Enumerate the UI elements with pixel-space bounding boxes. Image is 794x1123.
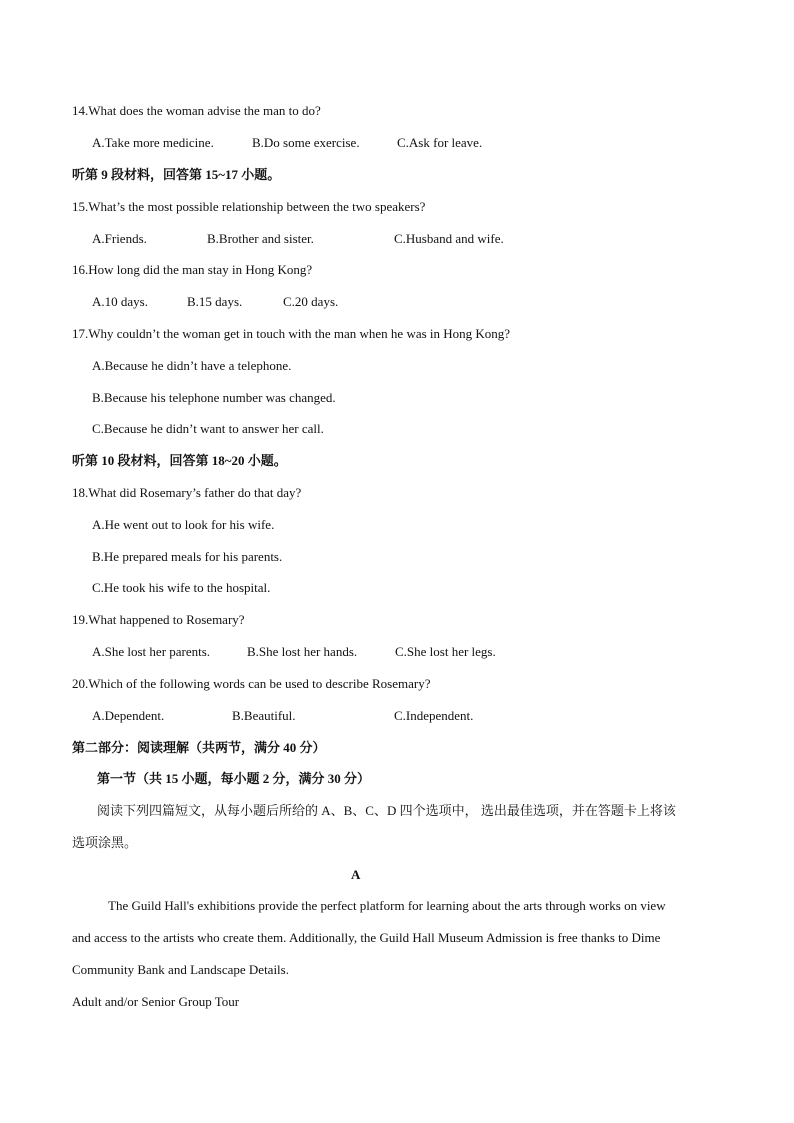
passage-paragraph-line-1: The Guild Hall's exhibitions provide the perfect platform for learning about the arts through works on view — [108, 898, 666, 913]
q14-option-c: C.Ask for leave. — [397, 135, 483, 150]
q14-option-b: B.Do some exercise. — [252, 135, 360, 150]
question-15: 15.What’s the most possible relationship between the two speakers? — [72, 199, 426, 214]
part-2-title: 第二部分：阅读理解（共两节，满分 40 分） — [72, 740, 326, 755]
q16-option-c: C.20 days. — [283, 294, 339, 309]
q15-option-a: A.Friends. — [92, 231, 147, 246]
section-1-title: 第一节（共 15 小题，每小题 2 分，满分 30 分） — [97, 771, 371, 786]
question-20: 20.Which of the following words can be used to describe Rosemary? — [72, 676, 431, 691]
passage-subheading: Adult and/or Senior Group Tour — [72, 994, 240, 1009]
passage-paragraph-line-2: and access to the artists who create them. Additionally, the Guild Hall Museum Admission is free thanks to Dime — [72, 930, 661, 945]
q17-option-b: B.Because his telephone number was changed. — [92, 390, 336, 405]
q19-option-b: B.She lost her hands. — [247, 644, 358, 659]
q19-option-c: C.She lost her legs. — [395, 644, 496, 659]
q14-option-a: A.Take more medicine. — [92, 135, 214, 150]
question-14: 14.What does the woman advise the man to do? — [72, 103, 321, 118]
q19-option-a: A.She lost her parents. — [92, 644, 211, 659]
q20-option-c: C.Independent. — [394, 708, 474, 723]
q16-option-a: A.10 days. — [92, 294, 148, 309]
question-19: 19.What happened to Rosemary? — [72, 612, 245, 627]
passage-paragraph-line-3: Community Bank and Landscape Details. — [72, 962, 289, 977]
section-9-heading: 听第 9 段材料，回答第 15~17 小题。 — [72, 167, 281, 182]
q20-option-b: B.Beautiful. — [232, 708, 296, 723]
instruction-line-2: 选项涂黑。 — [72, 835, 138, 850]
q15-option-b: B.Brother and sister. — [207, 231, 314, 246]
q20-option-a: A.Dependent. — [92, 708, 165, 723]
q18-option-c: C.He took his wife to the hospital. — [92, 580, 271, 595]
q18-option-a: A.He went out to look for his wife. — [92, 517, 275, 532]
passage-label: A — [351, 867, 361, 882]
q17-option-a: A.Because he didn’t have a telephone. — [92, 358, 292, 373]
q15-option-c: C.Husband and wife. — [394, 231, 504, 246]
question-16: 16.How long did the man stay in Hong Kong? — [72, 262, 313, 277]
section-10-heading: 听第 10 段材料，回答第 18~20 小题。 — [72, 453, 287, 468]
q18-option-b: B.He prepared meals for his parents. — [92, 549, 283, 564]
q17-option-c: C.Because he didn’t want to answer her call. — [92, 421, 324, 436]
instruction-line-1: 阅读下列四篇短文，从每小题后所给的 A、B、C、D 四个选项中， 选出最佳选项，并在答题卡上将该 — [97, 803, 676, 818]
q16-option-b: B.15 days. — [187, 294, 243, 309]
question-17: 17.Why couldn’t the woman get in touch with the man when he was in Hong Kong? — [72, 326, 511, 341]
question-18: 18.What did Rosemary’s father do that day? — [72, 485, 302, 500]
